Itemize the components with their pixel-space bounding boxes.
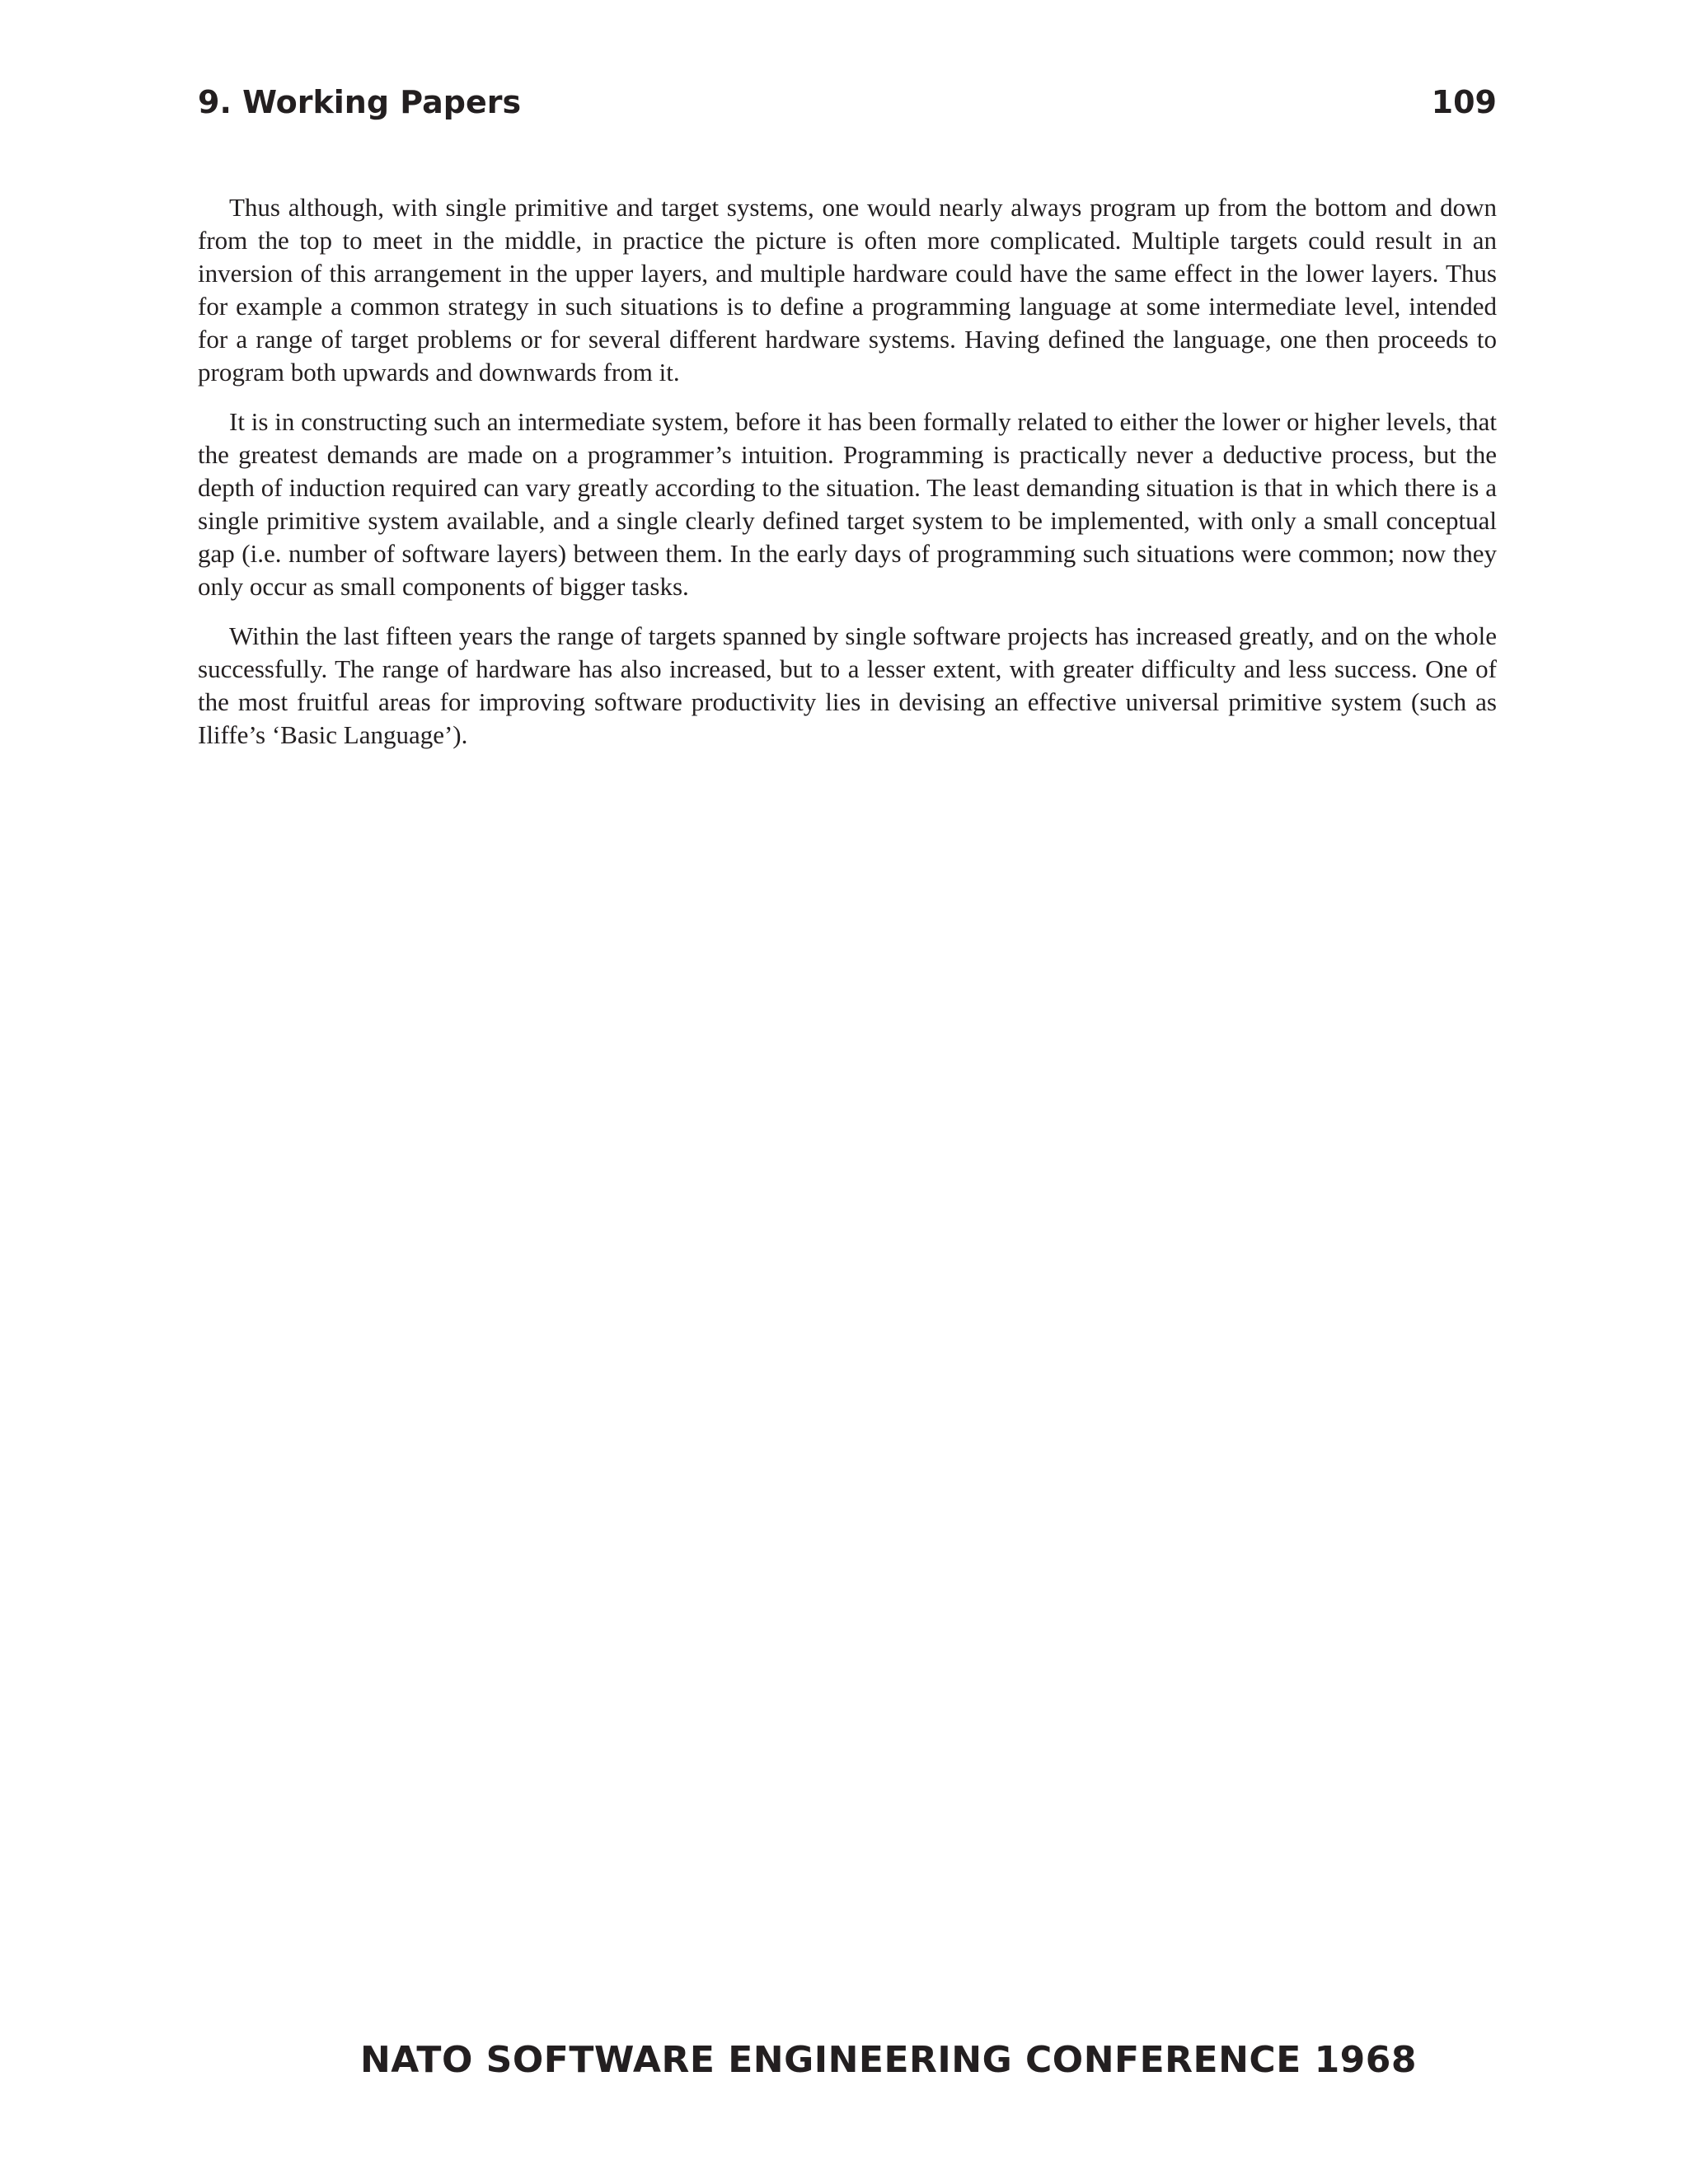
page-number: 109	[1431, 84, 1497, 120]
paragraph: Thus although, with single primitive and target systems, one would nearly always program up from the bottom and down from the top to meet in the middle, in practice the picture is often more complicated. Multiple targets could result in an inversion of this arrangement in the upper layers, and multiple hardware could have the same effect in the lower layers. Thus for example a common strategy in such situations is to define a programming language at some intermediate level, intended for a range of target problems or for several different hardware systems. Having defined the language, one then proceeds to program both upwards and downwards from it.	[198, 193, 1497, 387]
body-text	[198, 191, 1497, 768]
paragraph: Within the last fifteen years the range of targets spanned by single software projects has increased greatly, and on the whole successfully. The range of hardware has also increased, but to a lesser extent, with greater difficulty and less success. One of the most fruitful areas for improving software productivity lies in devising an effective universal primitive system (such as Iliffe’s ‘Basic Language’).	[198, 621, 1497, 749]
section-title: 9. Working Papers	[198, 84, 522, 120]
running-header	[198, 79, 1497, 125]
conference-footer: NATO SOFTWARE ENGINEERING CONFERENCE 1968	[359, 2039, 1418, 2081]
paragraph: It is in constructing such an intermediate system, before it has been formally related to either the lower or higher levels, that the greatest demands are made on a programmer’s intuition. Programming is practically never a deductive process, but the depth of induction required can vary greatly according to the situation. The least demanding situation is that in which there is a single primitive system available, and a single clearly defined target system to be implemented, with only a small conceptual gap (i.e. number of software layers) between them. In the early days of programming such situations were common; now they only occur as small components of bigger tasks.	[198, 407, 1497, 601]
